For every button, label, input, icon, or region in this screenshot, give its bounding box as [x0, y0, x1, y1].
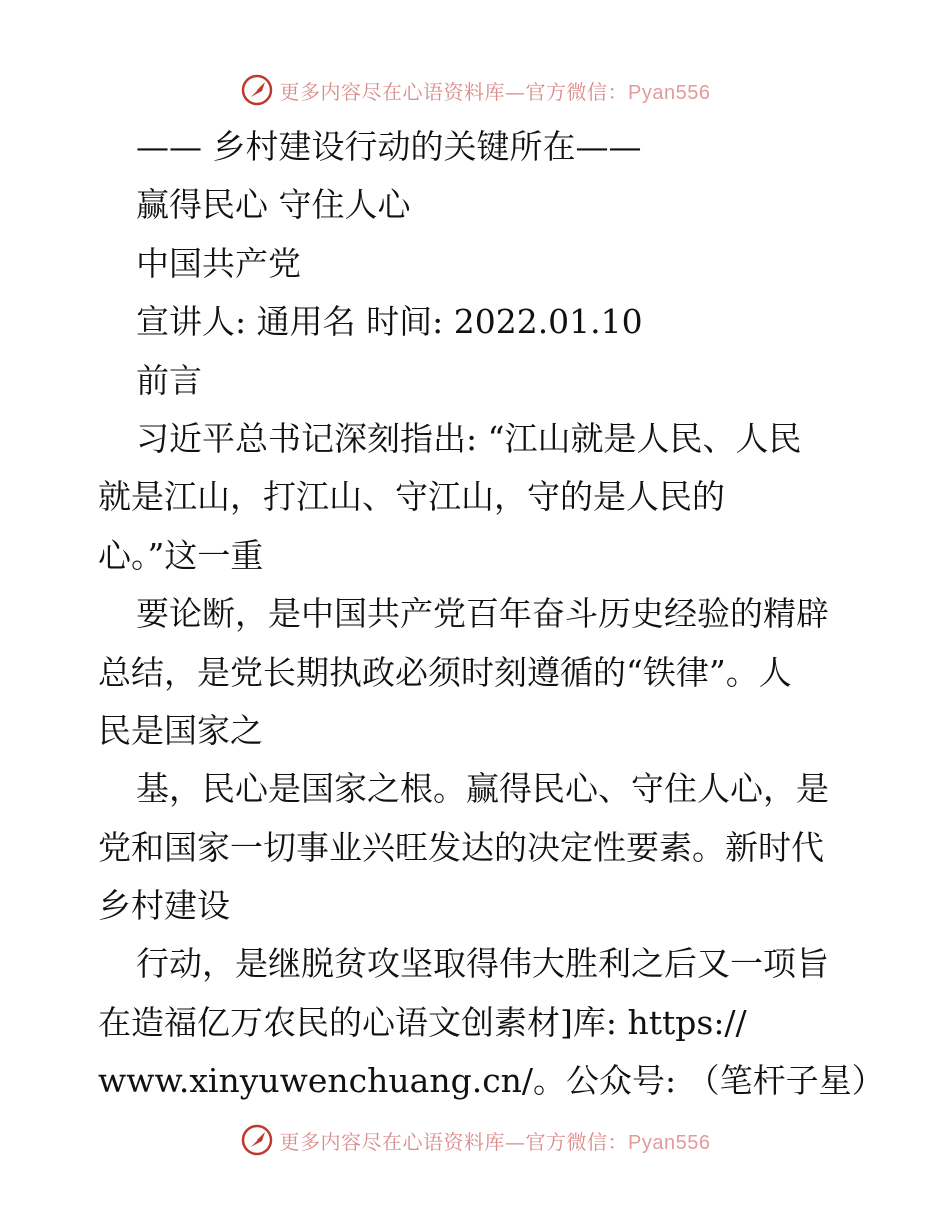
quill-circle-icon: [240, 1123, 274, 1157]
wechat-id: Pyan556: [628, 1131, 711, 1154]
document-title: 赢得民心 守住人心: [136, 185, 411, 225]
paragraph-line: 要论断，是中国共产党百年奋斗历史经验的精辟: [136, 594, 829, 634]
paragraph-line: 党和国家一切事业兴旺发达的决定性要素。新时代: [98, 827, 824, 867]
paragraph-line: 基，民心是国家之根。赢得民心、守住人心，是: [136, 769, 829, 809]
paragraph-line: 行动，是继脱贫攻坚取得伟大胜利之后又一项旨: [136, 944, 829, 984]
paragraph-line: 民是国家之: [98, 710, 263, 750]
organization-name: 中国共产党: [136, 243, 301, 283]
watermark-text: 更多内容尽在心语资料库—官方微信：Pyan556: [279, 1129, 711, 1154]
paragraph-line: 乡村建设: [98, 886, 230, 926]
speaker-and-date: 宣讲人: 通用名 时间: 2022.01.10: [136, 302, 643, 342]
section-heading: 前言: [136, 360, 202, 400]
document-subtitle: —— 乡村建设行动的关键所在——: [136, 127, 642, 166]
paragraph-line: 在造福亿万农民的心语文创素材]库: https://: [98, 1002, 747, 1042]
paragraph-line: 总结，是党长期执政必须时刻遵循的“铁律”。人: [98, 652, 792, 692]
watermark-text: 更多内容尽在心语资料库—官方微信：Pyan556: [279, 79, 711, 104]
paragraph-line: 就是江山，打江山、守江山，守的是人民的: [98, 477, 725, 517]
footer-watermark-banner: [0, 1120, 950, 1160]
document-body: [98, 118, 885, 1111]
paragraph-line: www.xinyuwenchuang.cn/。公众号: （笔杆子星）: [98, 1061, 885, 1101]
header-watermark-banner: [0, 70, 950, 110]
wechat-id: Pyan556: [628, 81, 711, 104]
paragraph-line: 心。”这一重: [98, 535, 264, 575]
paragraph-line: 习近平总书记深刻指出: “江山就是人民、人民: [136, 418, 802, 458]
quill-circle-icon: [240, 73, 274, 107]
